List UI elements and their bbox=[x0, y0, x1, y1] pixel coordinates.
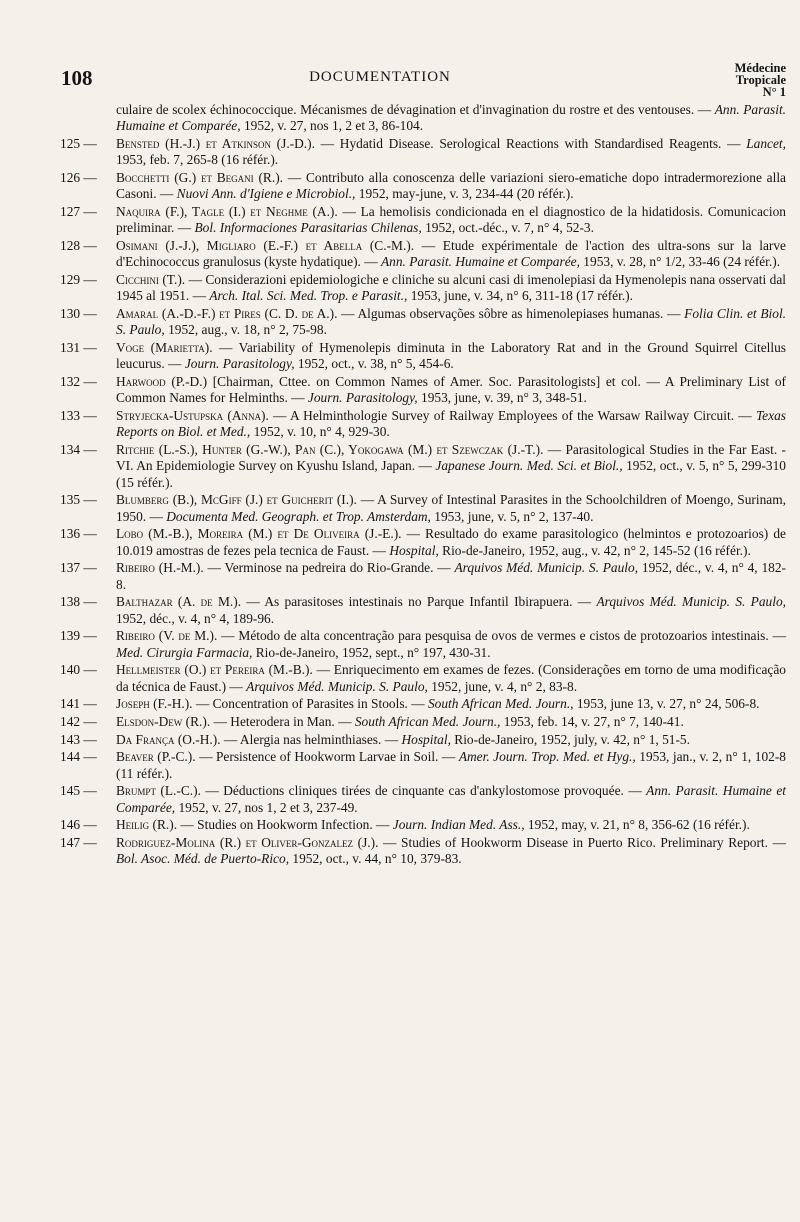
entry-body bbox=[116, 204, 786, 237]
entry-body bbox=[116, 374, 786, 407]
entry-text: — Heterodera in Man. — bbox=[210, 714, 355, 729]
entry-number: 147 — bbox=[60, 834, 97, 850]
entry-authors: Elsdon-Dew (R.). bbox=[116, 714, 211, 729]
entry-number: 130 — bbox=[60, 306, 97, 321]
entry-number: 127 — bbox=[60, 204, 97, 219]
entry-text: — Déductions cliniques tirées de cinquante cas d'ankylostomose provoquée. — bbox=[200, 783, 647, 799]
entry-text: — As parasitoses intestinais no Parque Infantil Ibirapuera. — bbox=[241, 594, 597, 610]
entry-number: 134 — bbox=[60, 442, 97, 457]
entry-text: — Contributo alla conoscenza delle variazioni siero-ematiche dopo intradermorezione alla Casoni. — bbox=[116, 170, 787, 202]
bibliography-entry bbox=[60, 340, 786, 373]
entry-details: 1953, feb. 7, 265-8 (16 référ.). bbox=[116, 152, 279, 168]
entry-details: 1952, oct., v. 38, n° 5, 454-6. bbox=[294, 356, 454, 372]
entry-details: 1952, oct., v. 44, n° 10, 379-83. bbox=[289, 851, 462, 867]
bibliography-entry bbox=[60, 835, 786, 868]
entry-text: — Persistence of Hookworm Larvae in Soil. — bbox=[195, 749, 459, 765]
entry-body bbox=[116, 817, 786, 833]
bibliography-entry bbox=[60, 374, 786, 407]
entry-details: 1952, déc., v. 4, n° 4, 182-8. bbox=[116, 560, 787, 592]
entry-journal: South African Med. Journ., bbox=[427, 696, 574, 712]
entry-authors: Ribeiro (H.-M.). bbox=[116, 560, 204, 576]
entry-authors: Cicchini (T.). bbox=[116, 272, 186, 287]
entry-text: — Studies on Hookworm Infection. — bbox=[177, 817, 393, 833]
entry-body bbox=[116, 170, 786, 203]
bibliography-entry bbox=[60, 732, 786, 748]
entry-details: 1953, june, v. 39, n° 3, 348-51. bbox=[417, 390, 587, 406]
bibliography-entry bbox=[60, 526, 786, 559]
entry-authors: Rodriguez-Molina (R.) et Oliver-Gonzalez (J.). bbox=[116, 834, 379, 850]
entry-number: 131 — bbox=[60, 340, 97, 355]
journal-tag-line2: Tropicale bbox=[735, 73, 786, 87]
bibliography-entry bbox=[60, 696, 786, 712]
entry-authors: Blumberg (B.), McGiff (J.) et Guicherit (I.). bbox=[116, 492, 357, 508]
entry-journal: Bol. Asoc. Méd. de Puerto-Rico, bbox=[116, 851, 290, 867]
entry-body bbox=[116, 442, 786, 491]
entry-details: 1952, v. 27, nos 1, 2 et 3, 237-49. bbox=[175, 799, 358, 815]
bibliography-entry bbox=[60, 714, 786, 730]
entry-number: 145 — bbox=[60, 783, 97, 799]
entry-body bbox=[116, 749, 786, 782]
entry-text: — A Helminthologie Survey of Railway Employees of the Warsaw Railway Circuit. — bbox=[268, 408, 756, 423]
entry-text: — Enriquecimento em exames de fezes. (Considerações em torno de uma modificação da técnica de Faust.) — bbox=[116, 662, 786, 694]
entry-journal: Arquivos Méd. Municip. S. Paulo, bbox=[246, 678, 428, 694]
entry-authors: Ritchie (L.-S.), Hunter (G.-W.), Pan (C.), Yokogawa (M.) et Szewczak (J.-T.). bbox=[116, 442, 544, 457]
entry-journal: Ann. Parasit. Humaine et Comparée, bbox=[116, 783, 786, 815]
entry-details: 1952, déc., v. 4, n° 4, 189-96. bbox=[116, 610, 275, 626]
bibliography-entry bbox=[60, 170, 786, 203]
entry-body bbox=[116, 714, 786, 730]
entry-number: 129 — bbox=[60, 272, 97, 287]
entry-authors: Voge (Marietta). bbox=[116, 340, 213, 355]
continuation-entry bbox=[116, 102, 786, 135]
entry-body bbox=[116, 526, 786, 559]
page-number: 108 bbox=[61, 66, 93, 90]
entry-body bbox=[116, 628, 786, 661]
entry-text: — Parasitological Studies in the Far East. - VI. An Epidemiologie Survey on Kyushu Island, Japan. — bbox=[116, 442, 786, 474]
entry-journal: South African Med. Journ., bbox=[354, 714, 501, 729]
entry-number: 135 — bbox=[60, 492, 97, 508]
bibliography-entry bbox=[60, 560, 786, 593]
entry-authors: Brumpt (L.-C.). bbox=[116, 783, 201, 799]
entry-text: — La hemolisis condicionada en el diagnostico de la hidatidosis. Comunicacion preliminar. — bbox=[116, 204, 786, 236]
entry-number: 132 — bbox=[60, 374, 97, 389]
entry-body bbox=[116, 662, 786, 695]
entry-journal: Documenta Med. Geograph. et Trop. Amsterdam, bbox=[166, 508, 431, 524]
entry-journal: Folia Clin. et Biol. S. Paulo, bbox=[116, 306, 787, 338]
entry-details: 1953, june, v. 5, n° 2, 137-40. bbox=[430, 508, 594, 524]
bibliography-list bbox=[60, 102, 786, 869]
entry-details: 1952, aug., v. 18, n° 2, 75-98. bbox=[164, 322, 327, 338]
entry-text: — Resultado do exame parasitologico (helmintos e protozoarios) de 10.019 amostras de fezes pela tecnica de Faust. — bbox=[116, 526, 786, 558]
entry-journal: Nuovi Ann. d'Igiene e Microbiol., bbox=[176, 186, 356, 202]
entry-number: 137 — bbox=[60, 560, 97, 576]
entry-text: — Alergia nas helminthiases. — bbox=[220, 731, 402, 747]
entry-journal: Ann. Parasit. Humaine et Comparée, bbox=[116, 102, 787, 134]
entry-details: Rio-de-Janeiro, 1952, sept., n° 197, 430-31. bbox=[252, 644, 491, 660]
bibliography-entry bbox=[60, 442, 786, 491]
entries-container bbox=[60, 136, 786, 868]
entry-body bbox=[116, 835, 786, 868]
journal-tag-line3: N° 1 bbox=[762, 85, 786, 99]
bibliography-entry bbox=[60, 306, 786, 339]
entry-details: Rio-de-Janeiro, 1952, aug., v. 42, n° 2, 145-52 (16 référ.). bbox=[438, 542, 751, 558]
entry-authors: Bocchetti (G.) et Begani (R.). bbox=[116, 170, 283, 185]
entry-text: — Hydatid Disease. Serological Reactions with Standardised Reagents. — bbox=[314, 136, 747, 151]
entry-body bbox=[116, 696, 786, 712]
entry-journal: Amer. Journ. Trop. Med. et Hyg., bbox=[458, 749, 636, 765]
entry-text: [Chairman, Cttee. on Common Names of Amer. Soc. Parasitologists] et col. — A Preliminary List of Common Names for Helminths. — bbox=[116, 374, 786, 406]
entry-authors: Amaral (A.-D.-F.) et Pires (C. D. de A.). bbox=[116, 306, 338, 321]
entry-details: 1952, v. 10, n° 4, 929-30. bbox=[250, 424, 390, 440]
entry-authors: Ribeiro (V. de M.). bbox=[116, 628, 218, 644]
entry-body bbox=[116, 408, 786, 441]
entry-text: culaire de scolex échinococcique. Mécanismes de dévagination et d'invagination du rostre et des ventouses. — bbox=[116, 102, 715, 117]
entry-number: 143 — bbox=[60, 731, 97, 747]
entry-journal: Japanese Journ. Med. Sci. et Biol., bbox=[435, 458, 623, 474]
entry-number: 133 — bbox=[60, 408, 97, 423]
entry-number: 146 — bbox=[60, 817, 97, 833]
entry-authors: Balthazar (A. de M.). bbox=[116, 594, 242, 610]
entry-number: 141 — bbox=[60, 696, 97, 712]
entry-body bbox=[116, 783, 786, 816]
entry-number: 139 — bbox=[60, 628, 97, 644]
entry-details: 1952, oct.-déc., v. 7, n° 4, 52-3. bbox=[421, 220, 594, 236]
entry-number: 125 — bbox=[60, 136, 97, 151]
entry-text: — A Survey of Intestinal Parasites in the Schoolchildren of Moengo, Surinam, 1950. — bbox=[116, 492, 786, 524]
bibliography-entry bbox=[60, 204, 786, 237]
entry-number: 126 — bbox=[60, 170, 97, 185]
bibliography-entry bbox=[60, 136, 786, 169]
entry-journal: Bol. Informaciones Parasitarias Chilenas, bbox=[194, 220, 422, 236]
bibliography-entry bbox=[60, 662, 786, 695]
entry-text: — Studies of Hookworm Disease in Puerto Rico. Preliminary Report. — bbox=[378, 834, 786, 850]
entry-details: 1953, jan., v. 2, n° 1, 102-8 (11 référ.). bbox=[116, 749, 787, 781]
entry-body bbox=[116, 594, 786, 627]
entry-details: 1953, feb. 14, v. 27, n° 7, 140-41. bbox=[500, 714, 684, 729]
entry-number: 136 — bbox=[60, 526, 97, 542]
entry-details: 1952, v. 27, nos 1, 2 et 3, 86-104. bbox=[240, 118, 424, 134]
entry-authors: Naquira (F.), Tagle (I.) et Neghme (A.). bbox=[116, 204, 338, 219]
entry-authors: Bensted (H.-J.) et Atkinson (J.-D.). bbox=[116, 136, 315, 151]
entry-number: 140 — bbox=[60, 662, 97, 678]
journal-tag bbox=[735, 62, 786, 98]
entry-text: — Método de alta concentração para pesquisa de ovos de vermes e cistos de protozoarios intestinais. — bbox=[217, 628, 786, 644]
entry-authors: Beaver (P.-C.). bbox=[116, 749, 196, 765]
entry-authors: Hellmeister (O.) et Pereira (M.-B.). bbox=[116, 662, 313, 678]
entry-body bbox=[116, 492, 786, 525]
entry-authors: Joseph (F.-H.). bbox=[116, 696, 193, 712]
entry-authors: Osimani (J.-J.), Migliaro (E.-F.) et Abella (C.-M.). bbox=[116, 238, 415, 253]
bibliography-entry bbox=[60, 594, 786, 627]
entry-body bbox=[116, 238, 786, 271]
entry-details: 1953, v. 28, n° 1/2, 33-46 (24 référ.). bbox=[579, 254, 781, 270]
entry-text: — Considerazioni epidemiologiche e cliniche su alcuni casi di imenolepiasi da Hymenolepis nana osservati dal 1945 al 1951. — bbox=[116, 272, 787, 304]
entry-details: 1952, june, v. 4, n° 2, 83-8. bbox=[427, 678, 578, 694]
entry-text: — Concentration of Parasites in Stools. — bbox=[192, 696, 428, 712]
bibliography-entry bbox=[60, 408, 786, 441]
entry-journal: Lancet, bbox=[746, 136, 786, 151]
entry-journal: Hospital, bbox=[401, 731, 451, 747]
bibliography-entry bbox=[60, 749, 786, 782]
entry-details: 1952, may-june, v. 3, 234-44 (20 référ.). bbox=[355, 186, 574, 202]
entry-authors: Heilig (R.). bbox=[116, 817, 178, 833]
entry-text: — Variability of Hymenolepis diminuta in the Laboratory Rat and in the Ground Squirrel Citellus leucurus. — bbox=[116, 340, 786, 372]
entry-details: 1952, may, v. 21, n° 8, 356-62 (16 référ.). bbox=[524, 817, 750, 833]
entry-authors: Stryjecka-Ustupska (Anna). bbox=[116, 408, 269, 423]
entry-journal: Texas Reports on Biol. et Med., bbox=[116, 408, 786, 440]
entry-number: 142 — bbox=[60, 714, 97, 729]
entry-authors: Lobo (M.-B.), Moreira (M.) et De Oliveira (J.-E.). bbox=[116, 526, 402, 542]
entry-authors: Da França (O.-H.). bbox=[116, 731, 221, 747]
entry-text: — Verminose na pedreira do Rio-Grande. — bbox=[203, 560, 455, 576]
entry-number: 138 — bbox=[60, 594, 97, 610]
bibliography-entry bbox=[60, 492, 786, 525]
entry-details: 1952, oct., v. 5, n° 5, 299-310 (15 référ.). bbox=[116, 458, 786, 490]
entry-details: 1953, june 13, v. 27, n° 24, 506-8. bbox=[573, 696, 760, 712]
entry-number: 144 — bbox=[60, 749, 97, 765]
entry-number: 128 — bbox=[60, 238, 97, 253]
entry-journal: Hospital, bbox=[389, 542, 439, 558]
entry-body bbox=[116, 136, 786, 169]
bibliography-entry bbox=[60, 272, 786, 305]
journal-tag-line1: Médecine bbox=[734, 61, 786, 75]
entry-journal: Arch. Ital. Sci. Med. Trop. e Parasit., bbox=[209, 288, 408, 304]
running-head: DOCUMENTATION bbox=[309, 69, 451, 85]
bibliography-entry bbox=[60, 783, 786, 816]
entry-text: — Etude expérimentale de l'action des ultra-sons sur la larve d'Echinococcus granulosus (kyste hydatique). — bbox=[116, 238, 786, 270]
entry-journal: Arquivos Méd. Municip. S. Paulo, bbox=[454, 560, 639, 576]
bibliography-entry bbox=[60, 238, 786, 271]
bibliography-entry bbox=[60, 817, 786, 833]
entry-details: Rio-de-Janeiro, 1952, july, v. 42, n° 1, 51-5. bbox=[450, 731, 690, 747]
entry-body bbox=[116, 306, 786, 339]
entry-authors: Harwood (P.-D.) bbox=[116, 374, 208, 389]
entry-journal: Ann. Parasit. Humaine et Comparée, bbox=[380, 254, 580, 270]
entry-journal: Journ. Indian Med. Ass., bbox=[392, 817, 525, 833]
entry-body bbox=[116, 272, 786, 305]
entry-details: 1953, june, v. 34, n° 6, 311-18 (17 référ.). bbox=[407, 288, 633, 304]
entry-text: — Algumas observações sôbre as himenolepiases humanas. — bbox=[337, 306, 685, 321]
entry-body bbox=[116, 340, 786, 373]
bibliography-entry bbox=[60, 628, 786, 661]
entry-journal: Journ. Parasitology, bbox=[184, 356, 295, 372]
entry-journal: Journ. Parasitology, bbox=[307, 390, 418, 406]
entry-journal: Med. Cirurgia Farmacia, bbox=[116, 644, 253, 660]
entry-body bbox=[116, 732, 786, 748]
entry-body bbox=[116, 560, 786, 593]
entry-journal: Arquivos Méd. Municip. S. Paulo, bbox=[596, 594, 786, 610]
